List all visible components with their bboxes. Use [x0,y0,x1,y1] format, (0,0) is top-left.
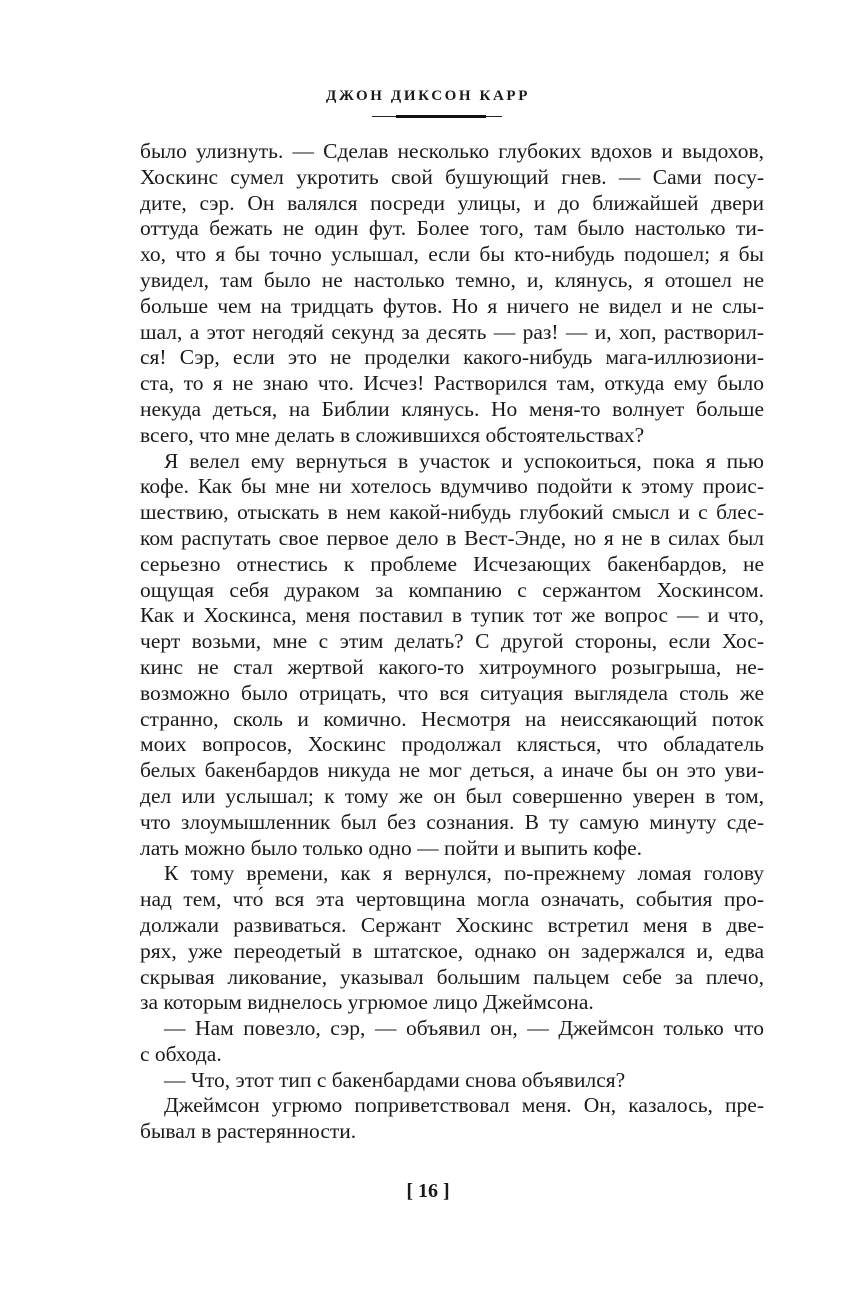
text-line: кинс не стал жертвой какого-то хитроумного розыгрыша, не- [140,654,764,679]
body-text [140,139,764,1145]
text-line: ком распутать свое первое дело в Вест-Энде, но я не в силах был [140,525,764,550]
paragraph [140,1093,764,1145]
text-line: белых бакенбардов никуда не мог деться, а иначе бы он это уви- [140,758,764,783]
text-line: К тому времени, как я вернулся, по-прежнему ломая голову [164,861,764,886]
text-line: — Что, этот тип с бакенбардами снова объявился? [164,1067,626,1092]
text-line: должали развиваться. Сержант Хоскинс встретил меня в две- [140,912,764,937]
paragraph [140,1016,764,1068]
text-line: хо, что я бы точно услышал, если бы кто-нибудь подошел; я бы [140,242,764,267]
paragraph [140,861,764,1016]
text-line: увидел, там было не настолько темно, и, клянусь, я отошел не [140,267,764,292]
text-line: шествию, отыскать в нем какой-нибудь глубокий смысл и с блес- [140,500,764,525]
text-line: шал, а этот негодяй секунд за десять — раз! — и, хоп, растворил- [140,319,764,344]
text-line: больше чем на тридцать футов. Но я ничего не видел и не слы- [140,293,764,318]
text-line: дел или услышал; к тому же он был совершенно уверен в том, [140,783,764,808]
paragraph [140,1068,764,1094]
text-line: ощущая себя дураком за компанию с сержантом Хоскинсом. [140,577,764,602]
text-line: рях, уже переодетый в штатское, однако он задержался и, едва [140,938,764,963]
text-line: оттуда бежать не один фут. Более того, там было настолько ти- [140,216,764,241]
text-line: Хоскинс сумел укротить свой бушующий гнев. — Сами посу- [140,164,764,189]
text-line: ся! Сэр, если это не проделки какого-нибудь мага-иллюзиони- [140,345,764,370]
text-line: бывал в растерянности. [140,1119,357,1144]
paragraph [140,449,764,862]
text-line: было улизнуть. — Сделав несколько глубоких вдохов и выдохов, [140,139,764,163]
text-line: Как и Хоскинса, меня поставил в тупик тот же вопрос — и что, [140,603,764,628]
header-rule-accent [396,115,486,118]
text-line: ста, то я не знаю что. Исчез! Растворился там, откуда ему было [140,371,764,396]
text-line: кофе. Как бы мне ни хотелось вдумчиво подойти к этому проис- [140,474,764,499]
text-line: с обхода. [140,1041,222,1066]
text-line: серьезно отнестись к проблеме Исчезающих бакенбардов, не [140,551,764,576]
text-line: некуда деться, на Библии клянусь. Но меня-то волнует больше [140,396,764,421]
page-number: [ 16 ] [406,1180,450,1202]
text-line: всего, что мне делать в сложившихся обстоятельствах? [140,422,645,447]
text-line: Джеймсон угрюмо поприветствовал меня. Он, казалось, пре- [164,1093,764,1118]
text-line: возможно было отрицать, что вся ситуация выглядела столь же [140,680,764,705]
text-line: — Нам повезло, сэр, — объявил он, — Джеймсон только что [164,1016,764,1041]
text-line: моих вопросов, Хоскинс продолжал клясться, что обладатель [140,732,764,757]
text-line: черт возьми, мне с этим делать? С другой стороны, если Хос- [140,629,764,654]
text-line: что злоумышленник был без сознания. В ту самую минуту сде- [140,809,764,834]
text-line: странно, сколь и комично. Несмотря на неиссякающий поток [140,706,764,731]
text-line: лать можно было только одно — пойти и выпить кофе. [140,835,643,860]
text-line: над тем, что́ вся эта чертовщина могла означать, события про- [140,887,764,912]
paragraph [140,139,764,449]
text-line: скрывая ликование, указывал большим пальцем себе за плечо, [140,964,764,989]
text-line: за которым виднелось угрюмое лицо Джеймсона. [140,990,594,1015]
text-line: дите, сэр. Он валялся посреди улицы, и до ближайшей двери [140,190,764,215]
running-header: ДЖОН ДИКСОН КАРР [326,88,530,104]
text-line: Я велел ему вернуться в участок и успокоиться, пока я пью [164,448,764,473]
